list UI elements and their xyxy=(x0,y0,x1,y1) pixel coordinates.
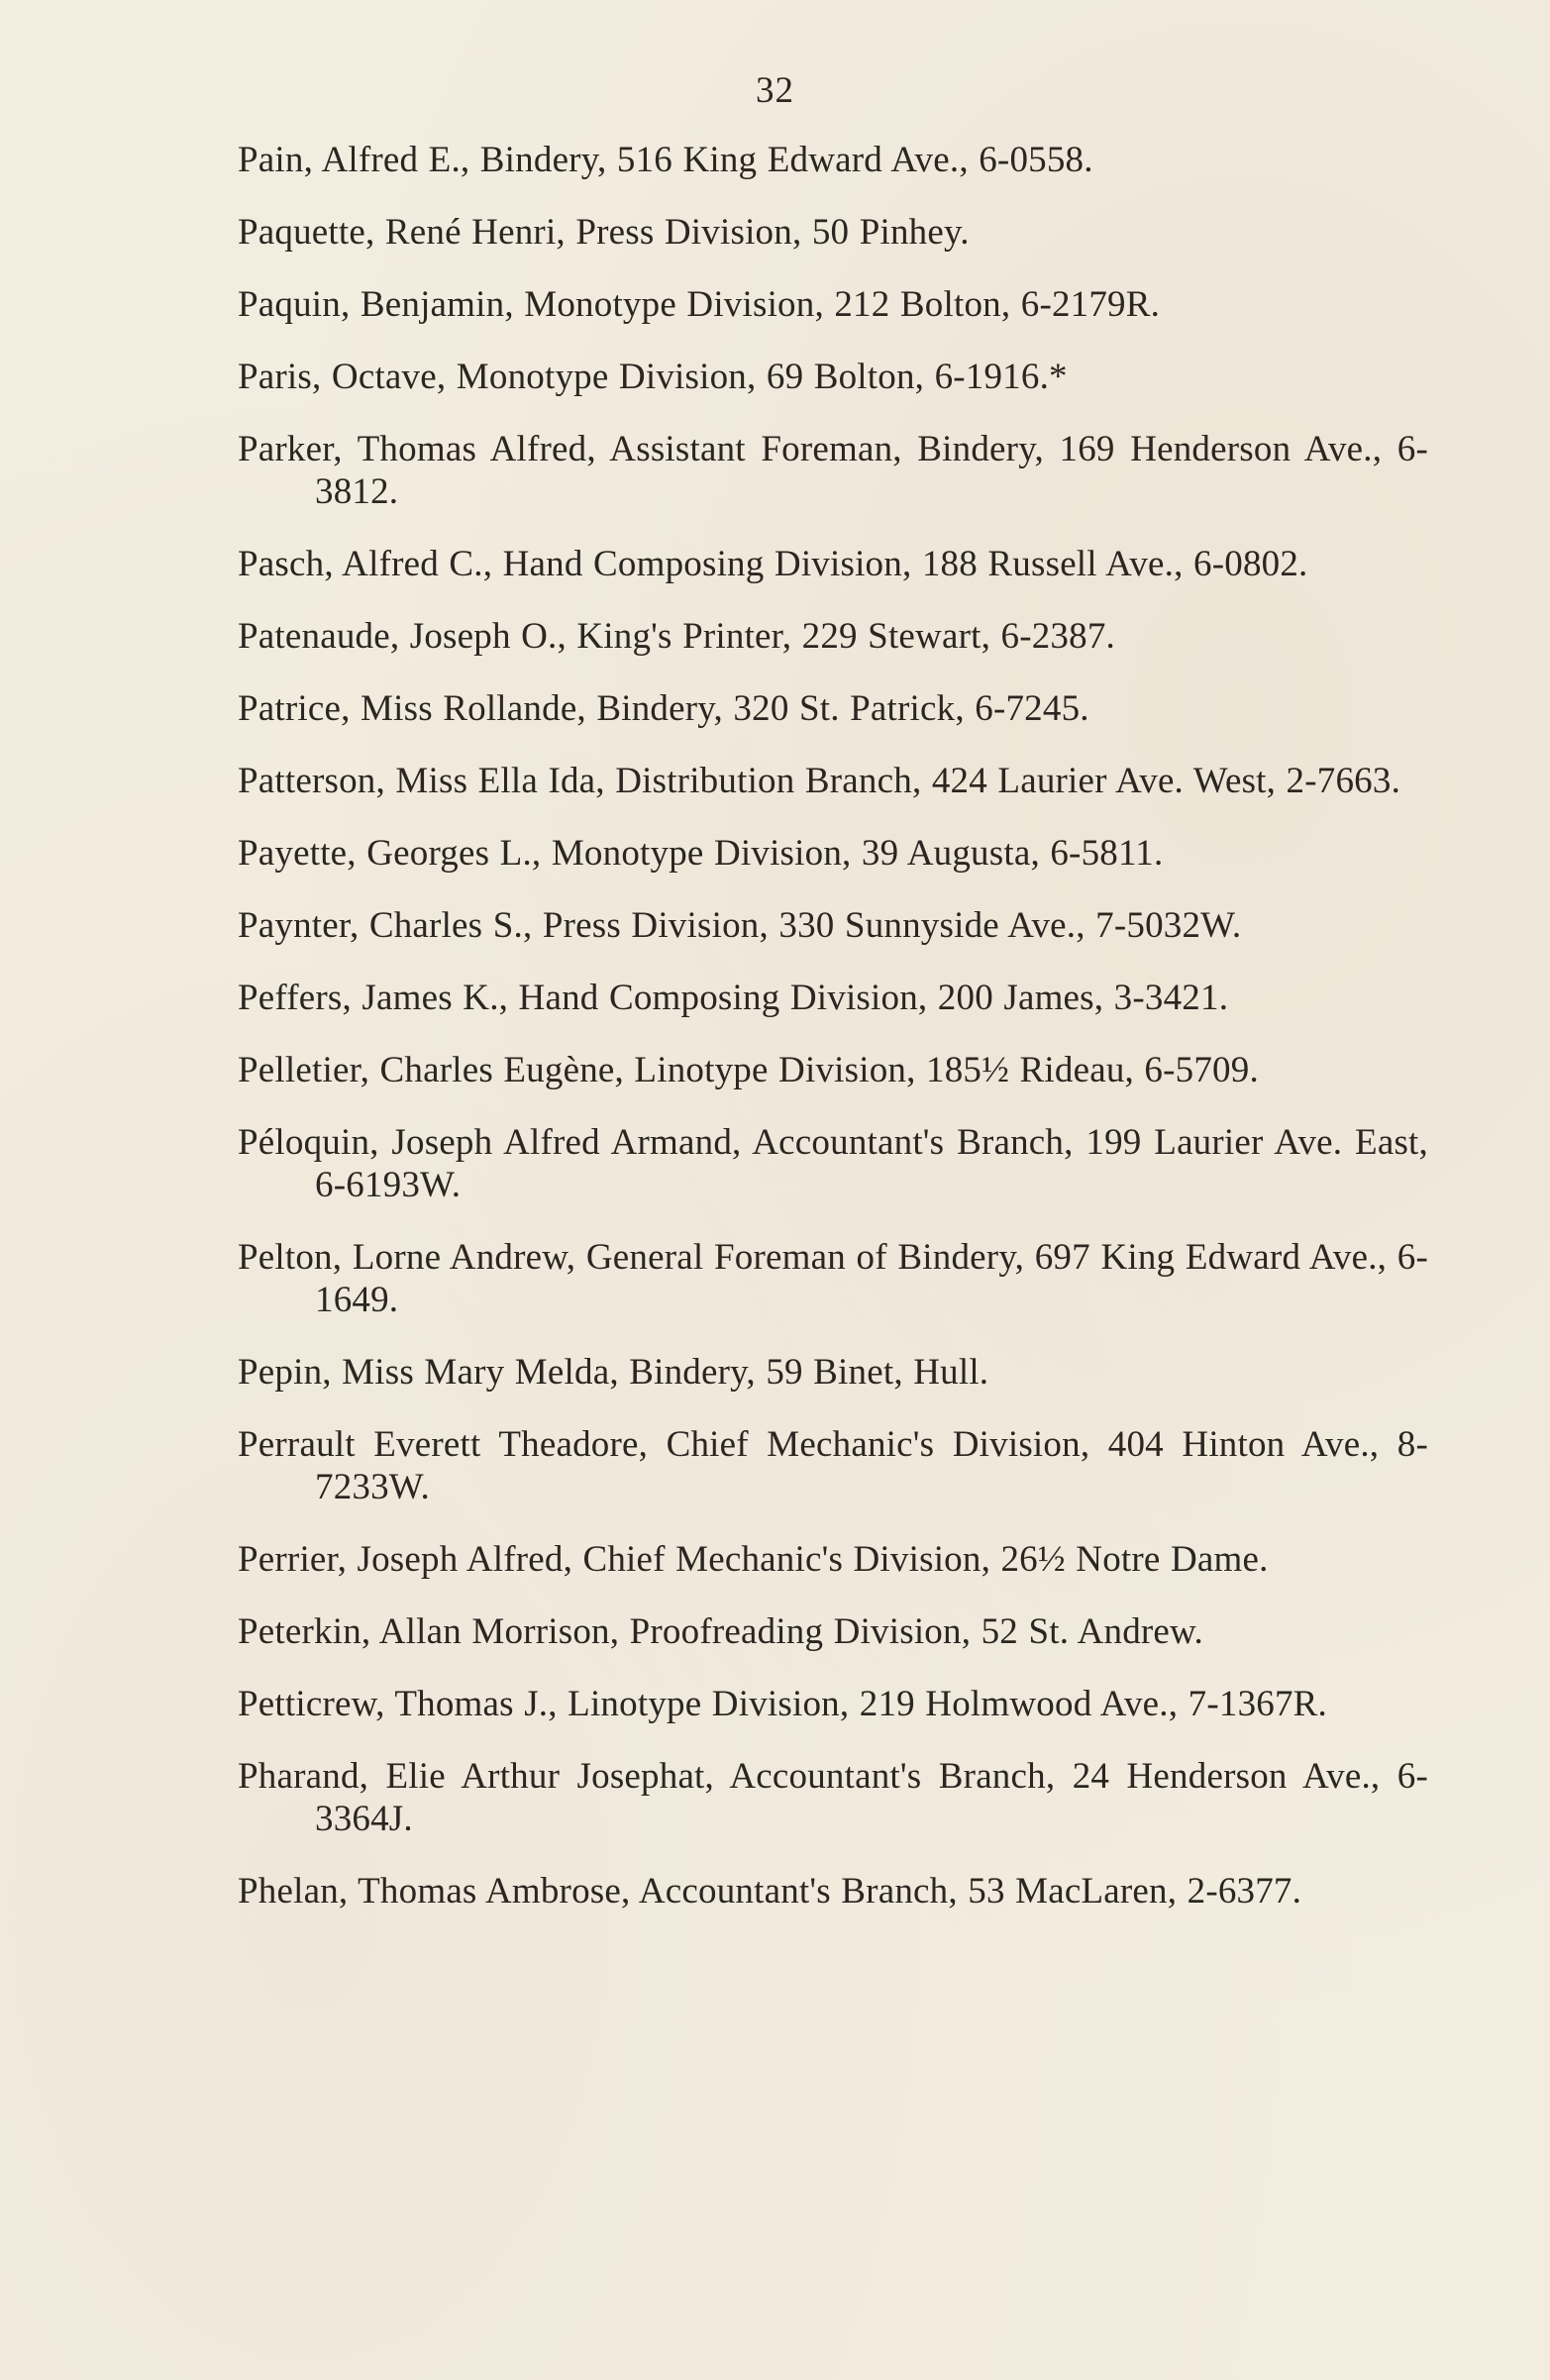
directory-entry: Pharand, Elie Arthur Josephat, Accountant's Branch, 24 Henderson Ave., 6-3364J. xyxy=(238,1756,1428,1839)
directory-entry: Patterson, Miss Ella Ida, Distribution Branch, 424 Laurier Ave. West, 2-7663. xyxy=(238,761,1401,801)
directory-entry: Patenaude, Joseph O., King's Printer, 229 Stewart, 6-2387. xyxy=(238,616,1115,657)
directory-entry: Paris, Octave, Monotype Division, 69 Bolton, 6-1916.* xyxy=(238,357,1068,397)
directory-entry: Parker, Thomas Alfred, Assistant Foreman, Bindery, 169 Henderson Ave., 6-3812. xyxy=(238,429,1428,512)
directory-entry: Péloquin, Joseph Alfred Armand, Accountant's Branch, 199 Laurier Ave. East, 6-6193W. xyxy=(238,1122,1428,1205)
directory-entry: Pelton, Lorne Andrew, General Foreman of Bindery, 697 King Edward Ave., 6-1649. xyxy=(238,1237,1428,1320)
directory-entry: Pain, Alfred E., Bindery, 516 King Edward Ave., 6-0558. xyxy=(238,140,1093,180)
directory-entry: Peterkin, Allan Morrison, Proofreading Division, 52 St. Andrew. xyxy=(238,1611,1204,1652)
directory-entry: Pasch, Alfred C., Hand Composing Division, 188 Russell Ave., 6-0802. xyxy=(238,544,1308,584)
directory-entry: Paquin, Benjamin, Monotype Division, 212 Bolton, 6-2179R. xyxy=(238,284,1161,325)
directory-entry: Phelan, Thomas Ambrose, Accountant's Branch, 53 MacLaren, 2-6377. xyxy=(238,1871,1302,1912)
directory-entry: Pepin, Miss Mary Melda, Bindery, 59 Binet, Hull. xyxy=(238,1352,989,1393)
directory-entry: Payette, Georges L., Monotype Division, 39 Augusta, 6-5811. xyxy=(238,833,1164,874)
directory-entry: Paynter, Charles S., Press Division, 330 Sunnyside Ave., 7-5032W. xyxy=(238,905,1242,946)
directory-list xyxy=(238,139,1428,1942)
directory-entry: Peffers, James K., Hand Composing Division, 200 James, 3-3421. xyxy=(238,978,1229,1018)
directory-entry: Patrice, Miss Rollande, Bindery, 320 St. Patrick, 6-7245. xyxy=(238,688,1089,729)
directory-entry: Paquette, René Henri, Press Division, 50 Pinhey. xyxy=(238,212,970,253)
directory-entry: Petticrew, Thomas J., Linotype Division, 219 Holmwood Ave., 7-1367R. xyxy=(238,1684,1328,1724)
page-number: 32 xyxy=(756,70,794,111)
directory-entry: Pelletier, Charles Eugène, Linotype Division, 185½ Rideau, 6-5709. xyxy=(238,1050,1259,1090)
directory-entry: Perrier, Joseph Alfred, Chief Mechanic's Division, 26½ Notre Dame. xyxy=(238,1539,1269,1580)
directory-entry: Perrault Everett Theadore, Chief Mechanic's Division, 404 Hinton Ave., 8-7233W. xyxy=(238,1424,1428,1507)
